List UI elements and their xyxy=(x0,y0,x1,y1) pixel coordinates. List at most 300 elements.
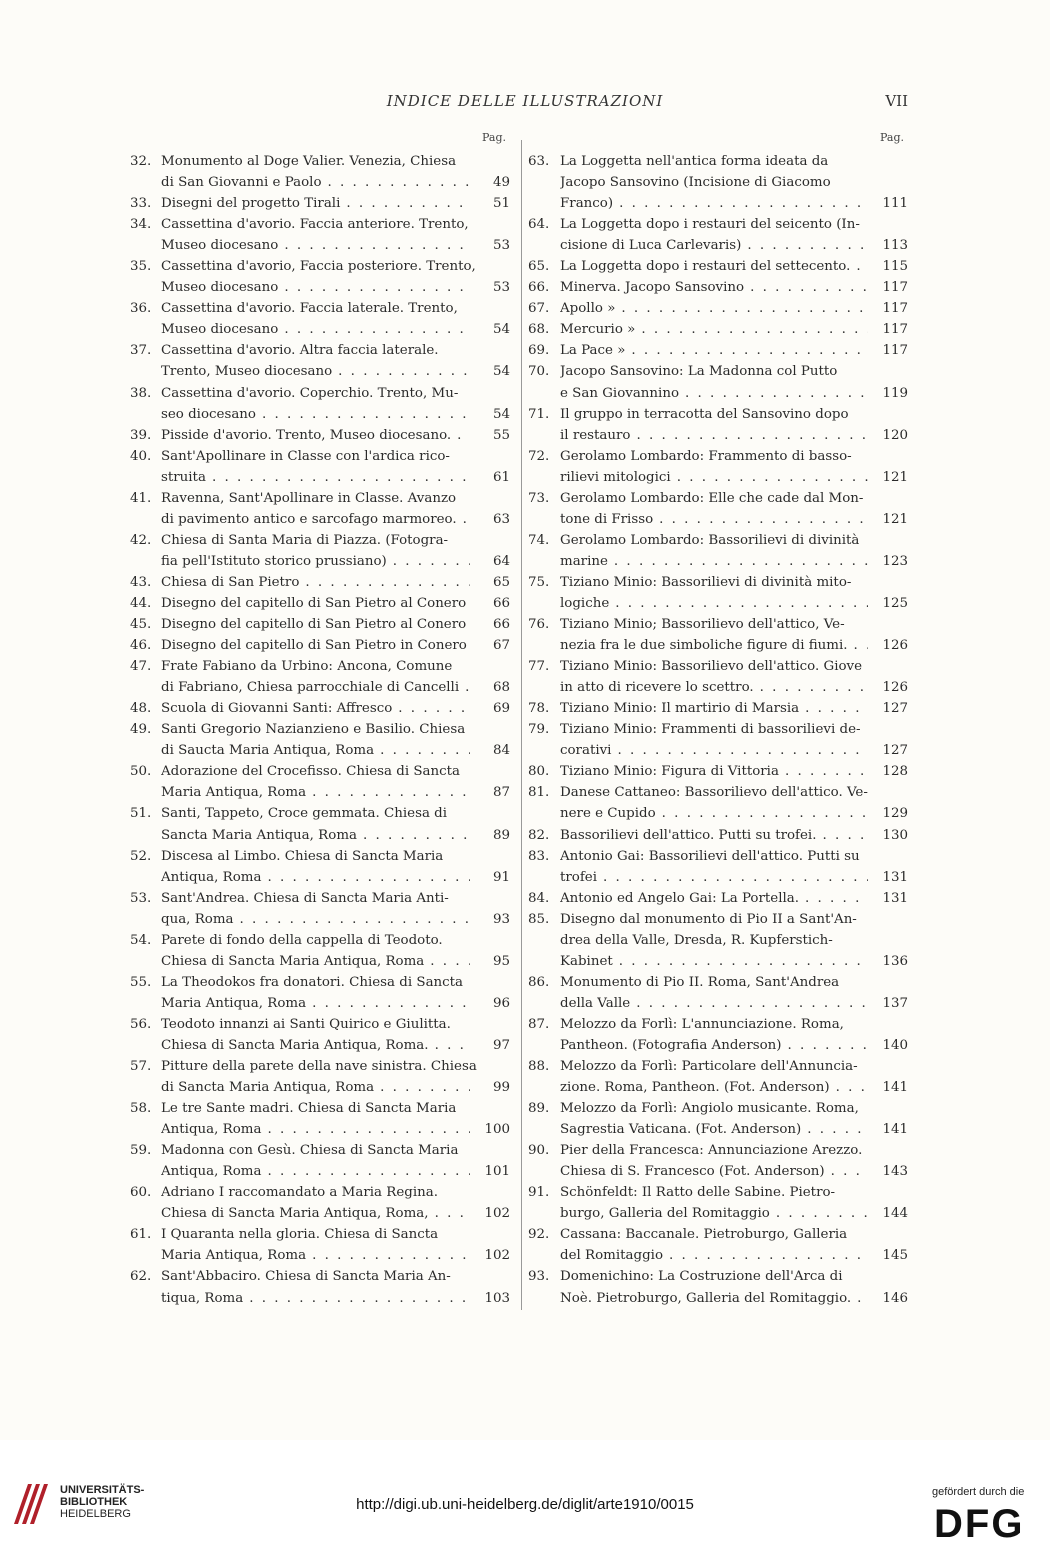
entry-caption: Minerva. Jacopo Sansovino . . . xyxy=(560,277,868,298)
entry-line xyxy=(130,319,510,340)
entry-line xyxy=(528,656,908,677)
index-entry xyxy=(130,698,510,719)
index-entry xyxy=(528,698,908,719)
entry-page-number: 53 xyxy=(492,238,510,254)
entry-line xyxy=(528,319,908,340)
entry-caption: Cassettina d'avorio. Coperchio. Trento, Mu- xyxy=(161,385,459,401)
entry-line xyxy=(528,1035,908,1056)
index-entry xyxy=(130,1266,510,1308)
entry-caption: drea della Valle, Dresda, R. Kupferstich- xyxy=(560,932,833,948)
entry-page-number: 137 xyxy=(882,995,908,1011)
entry-number: 48. xyxy=(130,701,152,717)
left-index-column xyxy=(130,151,510,1309)
entry-page-number: 91 xyxy=(492,869,510,885)
entry-number: 93. xyxy=(528,1269,550,1285)
entry-caption: burgo, Galleria del Romitaggio . . . xyxy=(560,1203,868,1224)
entry-caption: Sagrestia Vaticana. (Fot. Anderson) . . . xyxy=(560,1119,868,1140)
entry-page-number: 128 xyxy=(882,764,908,780)
entry-caption: Discesa al Limbo. Chiesa di Sancta Maria xyxy=(161,848,444,864)
footer-bar xyxy=(0,1440,1050,1548)
entry-caption: Franco) . . . xyxy=(560,193,868,214)
entry-number: 63. xyxy=(528,154,550,169)
entry-line xyxy=(130,867,510,888)
entry-number: 43. xyxy=(130,574,152,590)
entry-number: 49. xyxy=(130,722,152,738)
entry-page-number: 140 xyxy=(882,1037,908,1053)
entry-line xyxy=(528,193,908,214)
entry-caption: Disegno del capitello di San Pietro al Conero . . . xyxy=(161,593,470,614)
index-entry xyxy=(130,719,510,761)
entry-caption: Pisside d'avorio. Trento, Museo diocesano. . . . xyxy=(161,425,470,446)
entry-number: 54. xyxy=(130,932,152,948)
entry-caption: e San Giovannino . . . xyxy=(560,383,868,404)
entry-caption: del Romitaggio . . . xyxy=(560,1245,868,1266)
entry-caption: qua, Roma . . . xyxy=(161,909,470,930)
entry-page-number: 100 xyxy=(484,1122,510,1138)
entry-line xyxy=(130,404,510,425)
entry-line xyxy=(130,656,510,677)
entry-number: 56. xyxy=(130,1016,152,1032)
index-entry xyxy=(528,256,908,277)
entry-number: 32. xyxy=(130,154,152,169)
index-entry xyxy=(528,277,908,298)
entry-caption: La Loggetta dopo i restauri del seicento (In- xyxy=(560,217,860,233)
entry-line xyxy=(130,993,510,1014)
entry-page-number: 131 xyxy=(882,890,908,906)
entry-number: 77. xyxy=(528,659,550,675)
entry-caption: struita . . . xyxy=(161,467,470,488)
entry-line xyxy=(130,635,510,656)
entry-line xyxy=(528,256,908,277)
entry-page-number: 61 xyxy=(492,469,510,485)
entry-caption: Le tre Sante madri. Chiesa di Sancta Maria xyxy=(161,1101,457,1117)
entry-line xyxy=(528,1077,908,1098)
entry-line xyxy=(130,1245,510,1266)
entry-page-number: 126 xyxy=(882,680,908,696)
entry-number: 35. xyxy=(130,259,152,275)
entry-page-number: 111 xyxy=(882,196,908,212)
entry-caption: di San Giovanni e Paolo . . . xyxy=(161,172,470,193)
entry-number: 68. xyxy=(528,322,550,338)
entry-line xyxy=(528,235,908,256)
entry-caption: Cassettina d'avorio, Faccia posteriore. Trento, xyxy=(161,259,476,275)
entry-line xyxy=(528,614,908,635)
entry-caption: Gerolamo Lombardo: Frammento di basso- xyxy=(560,448,852,464)
entry-line xyxy=(528,888,908,909)
entry-line xyxy=(528,825,908,846)
entry-line xyxy=(130,846,510,867)
entry-line xyxy=(528,1140,908,1161)
entry-line xyxy=(130,1288,510,1309)
entry-page-number: 51 xyxy=(492,196,510,212)
entry-caption: Adriano I raccomandato a Maria Regina. xyxy=(161,1185,438,1201)
entry-number: 61. xyxy=(130,1227,152,1243)
entry-caption: seo diocesano . . . xyxy=(161,404,470,425)
entry-page-number: 144 xyxy=(882,1206,908,1222)
index-entry xyxy=(528,782,908,824)
column-divider xyxy=(521,140,522,1310)
entry-caption: Pantheon. (Fotografia Anderson) . . . xyxy=(560,1035,868,1056)
index-entry xyxy=(528,151,908,214)
entry-number: 34. xyxy=(130,217,152,233)
index-entry xyxy=(528,319,908,340)
entry-number: 64. xyxy=(528,217,550,233)
entry-number: 40. xyxy=(130,448,152,464)
entry-caption: Gerolamo Lombardo: Bassorilievi di divinità xyxy=(560,532,860,548)
entry-number: 86. xyxy=(528,974,550,990)
index-entry xyxy=(528,846,908,888)
entry-number: 36. xyxy=(130,301,152,317)
entry-line xyxy=(528,383,908,404)
entry-number: 62. xyxy=(130,1269,152,1285)
entry-line xyxy=(130,151,510,172)
entry-caption: Parete di fondo della cappella di Teodoto. xyxy=(161,932,443,948)
index-entry xyxy=(528,1266,908,1308)
entry-number: 69. xyxy=(528,343,550,359)
index-entry xyxy=(528,1140,908,1182)
entry-caption: Santi, Tappeto, Croce gemmata. Chiesa di xyxy=(161,806,448,822)
document-url-link[interactable]: http://digi.ub.uni-heidelberg.de/diglit/arte1910/0015 xyxy=(356,1496,694,1513)
entry-caption: Jacopo Sansovino: La Madonna col Putto xyxy=(560,364,838,380)
entry-line xyxy=(528,277,908,298)
entry-number: 66. xyxy=(528,280,550,296)
entry-line xyxy=(528,993,908,1014)
entry-caption: Chiesa di San Pietro . . . xyxy=(161,572,470,593)
entry-line xyxy=(528,446,908,467)
entry-line xyxy=(528,909,908,930)
entry-caption: rilievi mitologici . . . xyxy=(560,467,868,488)
entry-line xyxy=(130,677,510,698)
entry-caption: Ravenna, Sant'Apollinare in Classe. Avanzo xyxy=(161,490,457,506)
index-entry xyxy=(528,572,908,614)
entry-caption: Chiesa di Sancta Maria Antiqua, Roma. . . . xyxy=(161,1035,470,1056)
entry-caption: Scuola di Giovanni Santi: Affresco . . . xyxy=(161,698,470,719)
index-entry xyxy=(528,888,908,909)
entry-caption: di Sancta Maria Antiqua, Roma . . . xyxy=(161,1077,470,1098)
entry-caption: Disegni del progetto Tirali . . . xyxy=(161,193,470,214)
entry-caption: Disegno dal monumento di Pio II a Sant'An- xyxy=(560,911,857,927)
entry-line xyxy=(130,530,510,551)
entry-line xyxy=(528,551,908,572)
entry-number: 89. xyxy=(528,1101,550,1117)
entry-line xyxy=(130,214,510,235)
entry-page-number: 117 xyxy=(882,343,908,359)
entry-page-number: 136 xyxy=(882,953,908,969)
entry-caption: tone di Frisso . . . xyxy=(560,509,868,530)
entry-number: 50. xyxy=(130,764,152,780)
entry-page-number: 125 xyxy=(882,595,908,611)
entry-line xyxy=(528,1182,908,1203)
entry-caption: Cassettina d'avorio. Faccia laterale. Trento, xyxy=(161,301,458,317)
entry-line xyxy=(130,1098,510,1119)
index-entry xyxy=(130,614,510,635)
entry-line xyxy=(130,1056,510,1077)
entry-line xyxy=(130,782,510,803)
entry-number: 92. xyxy=(528,1227,550,1243)
entry-line xyxy=(130,1182,510,1203)
index-entry xyxy=(130,425,510,446)
entry-line xyxy=(528,1224,908,1245)
index-entry xyxy=(528,488,908,530)
index-entry xyxy=(528,361,908,403)
entry-caption: Tiziano Minio: Bassorilievo dell'attico. Giove xyxy=(560,659,863,675)
index-entry xyxy=(130,656,510,698)
entry-caption: Madonna con Gesù. Chiesa di Sancta Maria xyxy=(161,1143,459,1159)
entry-number: 85. xyxy=(528,911,550,927)
entry-line xyxy=(130,719,510,740)
entry-caption: nere e Cupido . . . xyxy=(560,803,868,824)
entry-caption: cisione di Luca Carlevaris) . . . xyxy=(560,235,868,256)
entry-page-number: 99 xyxy=(492,1080,510,1096)
entry-line xyxy=(528,677,908,698)
entry-line xyxy=(528,1098,908,1119)
entry-caption: La Loggetta nell'antica forma ideata da xyxy=(560,154,829,169)
index-entry xyxy=(130,803,510,845)
entry-line xyxy=(130,614,510,635)
index-entry xyxy=(130,846,510,888)
entry-caption: Il gruppo in terracotta del Sansovino dopo xyxy=(560,406,849,422)
entry-line xyxy=(130,698,510,719)
entry-page-number: 89 xyxy=(492,827,510,843)
entry-line xyxy=(528,1056,908,1077)
index-entry xyxy=(528,340,908,361)
entry-number: 65. xyxy=(528,259,550,275)
index-entry xyxy=(130,1056,510,1098)
entry-page-number: 146 xyxy=(882,1290,908,1306)
entry-caption: Cassettina d'avorio. Altra faccia laterale. xyxy=(161,343,439,359)
entry-caption: in atto di ricevere lo scettro. . . . xyxy=(560,677,868,698)
index-entry xyxy=(130,383,510,425)
entry-number: 90. xyxy=(528,1143,550,1159)
entry-caption: zione. Roma, Pantheon. (Fot. Anderson) . . . xyxy=(560,1077,868,1098)
entry-page-number: 54 xyxy=(492,406,510,422)
entry-line xyxy=(130,572,510,593)
entry-caption: Gerolamo Lombardo: Elle che cade dal Mon- xyxy=(560,490,864,506)
entry-number: 47. xyxy=(130,659,152,675)
entry-line xyxy=(528,1203,908,1224)
index-entry xyxy=(528,298,908,319)
entry-number: 88. xyxy=(528,1059,550,1075)
entry-number: 58. xyxy=(130,1101,152,1117)
entry-caption: I Quaranta nella gloria. Chiesa di Sancta xyxy=(161,1227,439,1243)
index-entry xyxy=(130,1014,510,1056)
entry-caption: il restauro . . . xyxy=(560,425,868,446)
entry-caption: Chiesa di Santa Maria di Piazza. (Fotogra- xyxy=(161,532,449,548)
entry-line xyxy=(130,235,510,256)
entry-number: 39. xyxy=(130,427,152,443)
entry-page-number: 55 xyxy=(492,427,510,443)
entry-number: 91. xyxy=(528,1185,550,1201)
entry-line xyxy=(528,782,908,803)
entry-page-number: 69 xyxy=(492,701,510,717)
index-entry xyxy=(528,446,908,488)
entry-caption: di Fabriano, Chiesa parrocchiale di Cancelli . . . xyxy=(161,677,470,698)
right-pag-label: Pag. xyxy=(880,131,905,144)
entry-line xyxy=(528,972,908,993)
entry-number: 46. xyxy=(130,638,152,654)
entry-number: 72. xyxy=(528,448,550,464)
entry-caption: Antonio Gai: Bassorilievi dell'attico. Putti su xyxy=(560,848,860,864)
entry-line xyxy=(130,1014,510,1035)
entry-page-number: 127 xyxy=(882,701,908,717)
entry-caption: Museo diocesano . . . xyxy=(161,319,470,340)
entry-line xyxy=(130,1266,510,1287)
right-index-column xyxy=(528,151,908,1309)
index-entry xyxy=(528,1056,908,1098)
entry-number: 84. xyxy=(528,890,550,906)
entry-line xyxy=(528,425,908,446)
entry-caption: Teodoto innanzi ai Santi Quirico e Giulitta. xyxy=(161,1016,451,1032)
entry-caption: trofei . . . xyxy=(560,867,868,888)
index-entry xyxy=(130,298,510,340)
library-name-line-2: BIBLIOTHEK xyxy=(60,1496,128,1508)
entry-line xyxy=(130,467,510,488)
entry-page-number: 143 xyxy=(882,1164,908,1180)
entry-line xyxy=(130,761,510,782)
entry-line xyxy=(130,446,510,467)
entry-number: 70. xyxy=(528,364,550,380)
entry-number: 78. xyxy=(528,701,550,717)
entry-caption: Danese Cattaneo: Bassorilievo dell'attico. Ve- xyxy=(560,785,868,801)
entry-number: 33. xyxy=(130,196,152,212)
entry-page-number: 103 xyxy=(484,1290,510,1306)
entry-page-number: 49 xyxy=(492,175,510,191)
entry-line xyxy=(130,888,510,909)
entry-line xyxy=(528,467,908,488)
entry-page-number: 117 xyxy=(882,301,908,317)
entry-line xyxy=(528,404,908,425)
entry-caption: Frate Fabiano da Urbino: Ancona, Comune xyxy=(161,659,453,675)
entry-caption: La Pace » . . . xyxy=(560,340,868,361)
entry-line xyxy=(528,1266,908,1287)
index-entry xyxy=(528,214,908,256)
entry-page-number: 96 xyxy=(492,995,510,1011)
entry-caption: Pitture della parete della nave sinistra. Chiesa xyxy=(161,1059,477,1075)
entry-number: 67. xyxy=(528,301,550,317)
index-entry xyxy=(130,1182,510,1224)
entry-page-number: 121 xyxy=(882,469,908,485)
index-entry xyxy=(528,761,908,782)
entry-caption: Trento, Museo diocesano . . . xyxy=(161,361,470,382)
entry-caption: Tiziano Minio: Bassorilievi di divinità mito- xyxy=(560,574,852,590)
entry-line xyxy=(528,530,908,551)
entry-caption: Melozzo da Forlì: Angiolo musicante. Roma, xyxy=(560,1101,859,1117)
entry-line xyxy=(528,951,908,972)
running-header-title: INDICE DELLE ILLUSTRAZIONI xyxy=(386,92,664,110)
entry-page-number: 117 xyxy=(882,280,908,296)
entry-number: 44. xyxy=(130,595,152,611)
index-entry xyxy=(130,593,510,614)
entry-caption: Museo diocesano . . . xyxy=(161,235,470,256)
entry-caption: Antonio ed Angelo Gai: La Portella. . . . xyxy=(560,888,868,909)
entry-caption: Maria Antiqua, Roma . . . xyxy=(161,782,470,803)
entry-number: 57. xyxy=(130,1059,152,1075)
index-entry xyxy=(130,446,510,488)
entry-number: 71. xyxy=(528,406,550,422)
entry-page-number: 130 xyxy=(882,827,908,843)
entry-caption: Museo diocesano . . . xyxy=(161,277,470,298)
entry-line xyxy=(528,593,908,614)
entry-page-number: 65 xyxy=(492,574,510,590)
entry-line xyxy=(130,361,510,382)
entry-caption: Kabinet . . . xyxy=(560,951,868,972)
entry-page-number: 127 xyxy=(882,743,908,759)
entry-line xyxy=(130,1224,510,1245)
entry-caption: nezia fra le due simboliche figure di fiumi. . . . xyxy=(560,635,868,656)
entry-caption: tiqua, Roma . . . xyxy=(161,1288,470,1309)
entry-line xyxy=(528,1161,908,1182)
entry-line xyxy=(528,761,908,782)
index-entry xyxy=(528,1098,908,1140)
index-entry xyxy=(130,761,510,803)
entry-caption: Sant'Andrea. Chiesa di Sancta Maria Anti- xyxy=(161,890,449,906)
entry-caption: di Saucta Maria Antiqua, Roma . . . xyxy=(161,740,470,761)
entry-line xyxy=(528,488,908,509)
index-entry xyxy=(528,656,908,698)
entry-line xyxy=(130,740,510,761)
index-entry xyxy=(528,1224,908,1266)
entry-caption: logiche . . . xyxy=(560,593,868,614)
left-pag-label: Pag. xyxy=(482,131,507,144)
entry-number: 82. xyxy=(528,827,550,843)
entry-number: 80. xyxy=(528,764,550,780)
entry-page-number: 54 xyxy=(492,322,510,338)
index-entry xyxy=(528,1014,908,1056)
entry-caption: Melozzo da Forlì: Particolare dell'Annuncia- xyxy=(560,1059,858,1075)
index-entry xyxy=(130,488,510,530)
entry-number: 45. xyxy=(130,617,152,633)
entry-line xyxy=(528,361,908,382)
entry-number: 55. xyxy=(130,974,152,990)
entry-caption: Antiqua, Roma . . . xyxy=(161,1161,470,1182)
entry-caption: Chiesa di S. Francesco (Fot. Anderson) . . . xyxy=(560,1161,868,1182)
entry-number: 42. xyxy=(130,532,152,548)
entry-line xyxy=(130,340,510,361)
entry-caption: Schönfeldt: Il Ratto delle Sabine. Pietro- xyxy=(560,1185,836,1201)
entry-line xyxy=(130,803,510,824)
entry-page-number: 87 xyxy=(492,785,510,801)
entry-page-number: 145 xyxy=(882,1248,908,1264)
entry-page-number: 64 xyxy=(492,553,510,569)
entry-line xyxy=(528,509,908,530)
index-entry xyxy=(130,193,510,214)
entry-line xyxy=(130,951,510,972)
entry-page-number: 84 xyxy=(492,743,510,759)
entry-caption: Santi Gregorio Nazianzieno e Basilio. Chiesa xyxy=(161,722,466,738)
page-number: VII xyxy=(885,92,908,110)
entry-page-number: 53 xyxy=(492,280,510,296)
entry-line xyxy=(130,298,510,319)
entry-caption: Sancta Maria Antiqua, Roma . . . xyxy=(161,825,470,846)
index-entry xyxy=(130,888,510,930)
entry-caption: Monumento al Doge Valier. Venezia, Chiesa xyxy=(161,154,457,169)
entry-number: 59. xyxy=(130,1143,152,1159)
entry-caption: Disegno del capitello di San Pietro in Conero . . . xyxy=(161,635,470,656)
entry-page-number: 101 xyxy=(484,1164,510,1180)
entry-page-number: 123 xyxy=(882,553,908,569)
index-entry xyxy=(130,1224,510,1266)
entry-line xyxy=(528,635,908,656)
entry-line xyxy=(130,1161,510,1182)
entry-caption: Mercurio » . . . xyxy=(560,319,868,340)
entry-caption: fia pell'Istituto storico prussiano) . . . xyxy=(161,551,470,572)
entry-number: 37. xyxy=(130,343,152,359)
entry-number: 52. xyxy=(130,848,152,864)
entry-caption: Pier della Francesca: Annunciazione Arezzo. xyxy=(560,1143,863,1159)
entry-line xyxy=(130,488,510,509)
entry-caption: Cassettina d'avorio. Faccia anteriore. Trento, xyxy=(161,217,469,233)
funding-label: gefördert durch die xyxy=(932,1486,1025,1498)
